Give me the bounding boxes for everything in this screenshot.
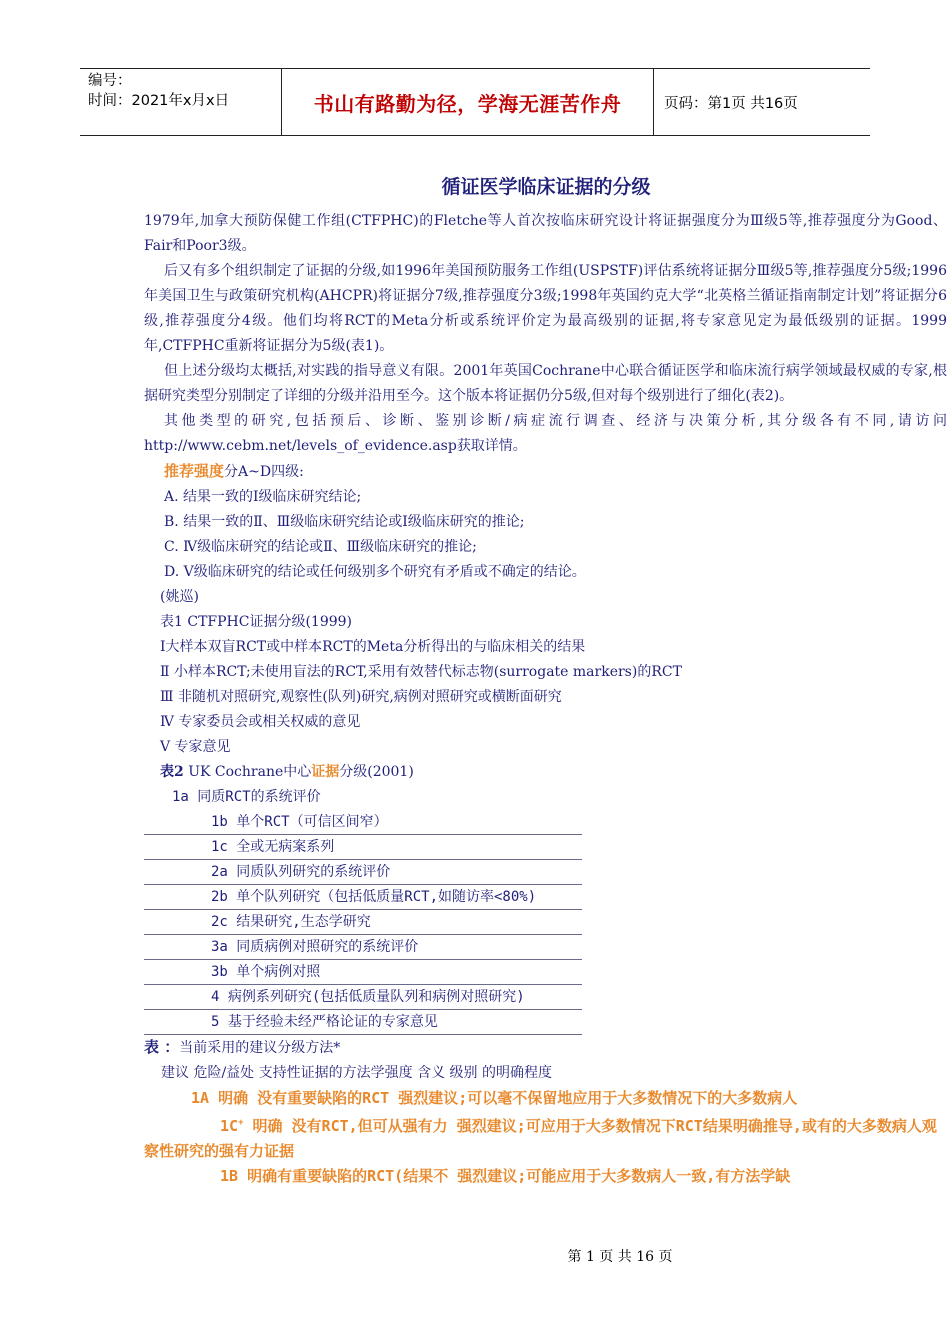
document-number-label: 编号： — [88, 73, 132, 89]
table2-row: 1c 全或无病案系列 — [144, 835, 582, 860]
table2-caption-highlight: 证据 — [311, 764, 340, 780]
table1-row: Ⅲ 非随机对照研究,观察性(队列)研究,病例对照研究或横断面研究 — [160, 689, 562, 705]
header-page-label: 页码：第1页 共16页 — [664, 95, 798, 112]
table2-row: 4 病例系列研究(包括低质量队列和病例对照研究) — [144, 985, 582, 1010]
table2-caption — [160, 760, 947, 785]
table3-caption-text: 当前采用的建议分级方法* — [179, 1040, 341, 1056]
table3-body — [144, 1086, 947, 1189]
recommendation-suffix: 分A~D四级: — [224, 464, 304, 480]
table3-row-1b: 1B 明确有重要缺陷的RCT(结果不 强烈建议;可能应用于大多数病人一致,有方法学缺 — [220, 1167, 791, 1185]
recommendation-heading: 推荐强度 — [164, 462, 225, 480]
table2-row: 3a 同质病例对照研究的系统评价 — [144, 935, 582, 960]
table2-row: 1a 同质RCT的系统评价 — [172, 789, 321, 805]
table3-header: 建议 危险/益处 支持性证据的方法学强度 含义 级别 的明确程度 — [161, 1065, 552, 1081]
table2-caption-number: 表2 — [160, 764, 184, 780]
document-title: 循证医学临床证据的分级 — [441, 176, 651, 198]
table2-caption-end: 分级(2001) — [339, 764, 414, 780]
table3-row-1c-grade: 1C — [220, 1117, 239, 1135]
table2-row: 2a 同质队列研究的系统评价 — [144, 860, 582, 885]
author-name: (姚巡) — [160, 589, 199, 605]
table1-row: Ⅴ 专家意见 — [160, 739, 231, 755]
table2-caption-mid: UK Cochrane中心 — [183, 764, 312, 780]
table2-row: 5 基于经验未经严格论证的专家意见 — [144, 1010, 582, 1035]
paragraph-3: 但上述分级均太概括,对实践的指导意义有限。2001年英国Cochrane中心联合循证医学和临床流行病学领域最权威的专家,根据研究类型分别制定了详细的分级并沿用至今。这个版本将证据仍分5级,但对每个级别进行了细化(表2)。 — [144, 363, 947, 404]
header-left-cell — [80, 69, 282, 135]
table2-row: 2c 结果研究,生态学研究 — [144, 910, 582, 935]
table1-row: Ⅱ 小样本RCT;未使用盲法的RCT,采用有效替代标志物(surrogate markers)的RCT — [160, 664, 682, 680]
table3-row-1c-text: 明确 没有RCT,但可从强有力 强烈建议;可应用于大多数情况下RCT结果明确推导,或有的大多数病人观察性研究的强有力证据 — [144, 1117, 937, 1160]
document-date-label: 时间：2021年x月x日 — [88, 93, 230, 109]
recommendation-list — [164, 485, 947, 585]
paragraph-2: 后又有多个组织制定了证据的分级,如1996年美国预防服务工作组(USPSTF)评估系统将证据分Ⅲ级5等,推荐强度分5级;1996年美国卫生与政策研究机构(AHCPR)将证据分7级,推荐强度分3级;1998年英国约克大学“北英格兰循证指南制定计划”将证据分6级,推荐强度分4级。他们均将RCT的Meta分析或系统评价定为最高级别的证据,将专家意见定为最低级别的证据。1999年,CTFPHC重新将证据分为5级(表1)。 — [144, 263, 947, 354]
table2-row: 3b 单个病例对照 — [144, 960, 582, 985]
recommendation-item-b: B. 结果一致的Ⅱ、Ⅲ级临床研究结论或Ⅰ级临床研究的推论; — [164, 514, 525, 530]
recommendation-item-a: A. 结果一致的Ⅰ级临床研究结论; — [164, 489, 362, 505]
table1-caption: 表1 CTFPHC证据分级(1999) — [160, 614, 353, 630]
header-motto: 书山有路勤为径，学海无涯苦作舟 — [282, 69, 654, 135]
header-table — [80, 68, 870, 136]
table2 — [144, 785, 947, 1035]
table3-row-1c-plus: + — [238, 1118, 244, 1128]
paragraph-4: 其他类型的研究,包括预后、诊断、鉴别诊断/病症流行调查、经济与决策分析,其分级各有不同,请访问http://www.cebm.net/levels_of_evidence.asp获取详情。 — [144, 413, 947, 454]
table3-caption — [144, 1035, 947, 1061]
recommendation-item-d: D. Ⅴ级临床研究的结论或任何级别多个研究有矛盾或不确定的结论。 — [164, 564, 586, 580]
page-footer: 第 1 页 共 16 页 — [567, 1249, 673, 1265]
recommendation-heading-line — [164, 459, 947, 485]
table3-caption-label: 表 ： — [144, 1038, 180, 1056]
table3-row-1c — [144, 1111, 947, 1164]
table2-row: 2b 单个队列研究（包括低质量RCT,如随访率<80%) — [144, 885, 582, 910]
table2-row: 1b 单个RCT（可信区间窄） — [144, 810, 582, 835]
document-body — [144, 209, 947, 1189]
paragraph-1: 1979年,加拿大预防保健工作组(CTFPHC)的Fletche等人首次按临床研究设计将证据强度分为Ⅲ级5等,推荐强度分为Good、Fair和Poor3级。 — [144, 213, 947, 254]
table3-row-1a: 1A 明确 没有重要缺陷的RCT 强烈建议;可以毫不保留地应用于大多数情况下的大多数病人 — [191, 1089, 798, 1107]
recommendation-item-c: C. Ⅳ级临床研究的结论或Ⅱ、Ⅲ级临床研究的推论; — [164, 539, 477, 555]
table1 — [160, 610, 947, 760]
table1-row: Ⅰ大样本双盲RCT或中样本RCT的Meta分析得出的与临床相关的结果 — [160, 639, 586, 655]
table1-row: Ⅳ 专家委员会或相关权威的意见 — [160, 714, 361, 730]
